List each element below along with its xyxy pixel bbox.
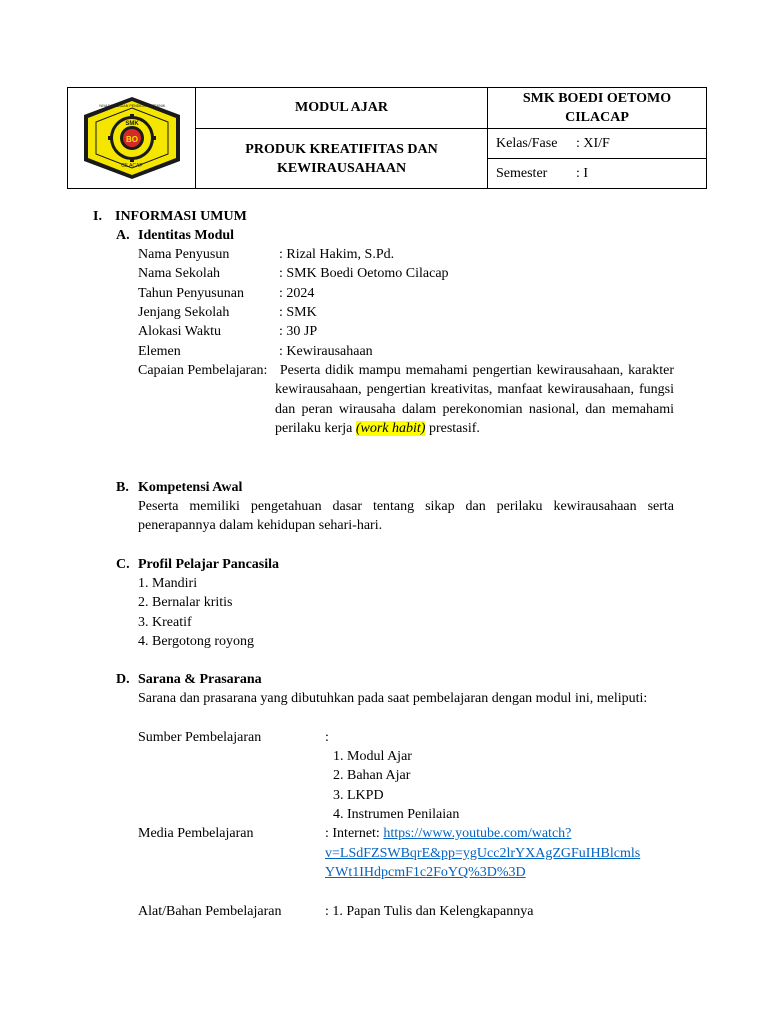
- svg-text:YAYASAN BADAN PENDIDIKAN TEKNI: YAYASAN BADAN PENDIDIKAN TEKNIK: [98, 104, 165, 108]
- identitas-label: Tahun Penyusunan: [138, 286, 244, 301]
- school-title: [488, 88, 706, 128]
- subsection-a-letter: A.: [116, 228, 130, 243]
- list-item: 3. Kreatif: [138, 615, 192, 630]
- identitas-label: Nama Sekolah: [138, 266, 221, 281]
- kelas-value: : XI/F: [576, 135, 610, 151]
- youtube-link-continued[interactable]: YWt1IHdpcmF1c2FoYQ%3D%3D: [325, 865, 526, 880]
- identitas-label: Nama Penyusun: [138, 247, 230, 262]
- list-item: 4. Instrumen Penilaian: [333, 807, 460, 822]
- identitas-value: : SMK Boedi Oetomo Cilacap: [279, 266, 449, 281]
- identitas-label: Elemen: [138, 344, 181, 359]
- kompetensi-text: Peserta memiliki pengetahuan dasar tentang sikap dan perilaku kewirausahaan serta penerapannya dalam kehidupan sehari-hari.: [138, 499, 674, 534]
- list-item: 2. Bernalar kritis: [138, 595, 233, 610]
- capaian-text-main: Peserta didik mampu memahami pengertian kewirausahaan, karakter kewirausahaan, pengertian kreativitas, manfaat kewirausahaan, fungsi dan peran wirausaha dalam perekonomian nasional, dan memahami perilaku kerja: [275, 363, 674, 436]
- subject-line-2: KEWIRAUSAHAAN: [276, 160, 407, 176]
- list-item: 4. Bergotong royong: [138, 634, 255, 649]
- school-logo-icon: [80, 95, 184, 181]
- media-value: [325, 824, 571, 843]
- semester-label: Semester: [496, 165, 548, 181]
- subsection-b-letter: B.: [116, 480, 129, 495]
- youtube-link[interactable]: https://www.youtube.com/watch?: [383, 826, 572, 841]
- list-item: 3. LKPD: [333, 788, 384, 803]
- subsection-c-title: Profil Pelajar Pancasila: [138, 557, 280, 572]
- subsection-a-title: Identitas Modul: [138, 228, 235, 243]
- identitas-value: : Rizal Hakim, S.Pd.: [279, 247, 395, 262]
- doc-type-title: MODUL AJAR: [295, 100, 388, 115]
- identitas-label: Jenjang Sekolah: [138, 305, 230, 320]
- list-item: 2. Bahan Ajar: [333, 768, 411, 783]
- identitas-value: : SMK: [279, 305, 317, 320]
- subject-line-1: PRODUK KREATIFITAS DAN: [245, 141, 438, 157]
- svg-text:BO: BO: [125, 135, 138, 144]
- sumber-colon: :: [325, 730, 329, 745]
- subject-title: [196, 129, 487, 188]
- identitas-value: : 30 JP: [279, 324, 318, 339]
- subsection-c-letter: C.: [116, 557, 130, 572]
- sumber-label: Sumber Pembelajaran: [138, 730, 262, 745]
- school-line-1: SMK BOEDI OETOMO: [522, 91, 672, 106]
- subsection-d-title: Sarana & Prasarana: [138, 672, 262, 687]
- semester-row: [488, 159, 706, 188]
- school-line-2: CILACAP: [565, 110, 629, 125]
- list-item: 1. Modul Ajar: [333, 749, 412, 764]
- identitas-value: : Kewirausahaan: [279, 344, 373, 359]
- work-habit-highlight: (work habit): [355, 420, 426, 436]
- capaian-text-end: prestasif.: [425, 420, 480, 436]
- alat-value: : 1. Papan Tulis dan Kelengkapannya: [325, 904, 534, 919]
- kelas-label: Kelas/Fase: [496, 135, 558, 151]
- svg-text:SMK: SMK: [124, 121, 139, 127]
- logo-cell: [68, 88, 195, 188]
- kelas-row: [488, 129, 706, 158]
- subsection-b-title: Kompetensi Awal: [138, 480, 243, 495]
- header-table: [67, 87, 707, 189]
- sarana-intro: Sarana dan prasarana yang dibutuhkan pada saat pembelajaran dengan modul ini, meliputi:: [138, 691, 648, 706]
- capaian-label: Capaian Pembelajaran:: [138, 363, 268, 378]
- media-label: Media Pembelajaran: [138, 826, 254, 841]
- alat-label: Alat/Bahan Pembelajaran: [138, 904, 282, 919]
- list-item: 1. Mandiri: [138, 576, 198, 591]
- youtube-link-continued[interactable]: v=LSdFZSWBqrE&pp=ygUcc2lrYXAgZGFuIHBlcmls: [325, 846, 641, 861]
- subsection-d-letter: D.: [116, 672, 130, 687]
- svg-text:CILACAP: CILACAP: [120, 163, 143, 169]
- identitas-label: Alokasi Waktu: [138, 324, 221, 339]
- section-title: INFORMASI UMUM: [115, 209, 247, 224]
- media-prefix: : Internet:: [325, 826, 384, 841]
- capaian-text: [275, 361, 674, 438]
- semester-value: : I: [576, 165, 589, 181]
- identitas-value: : 2024: [279, 286, 315, 301]
- section-number: I.: [93, 209, 102, 224]
